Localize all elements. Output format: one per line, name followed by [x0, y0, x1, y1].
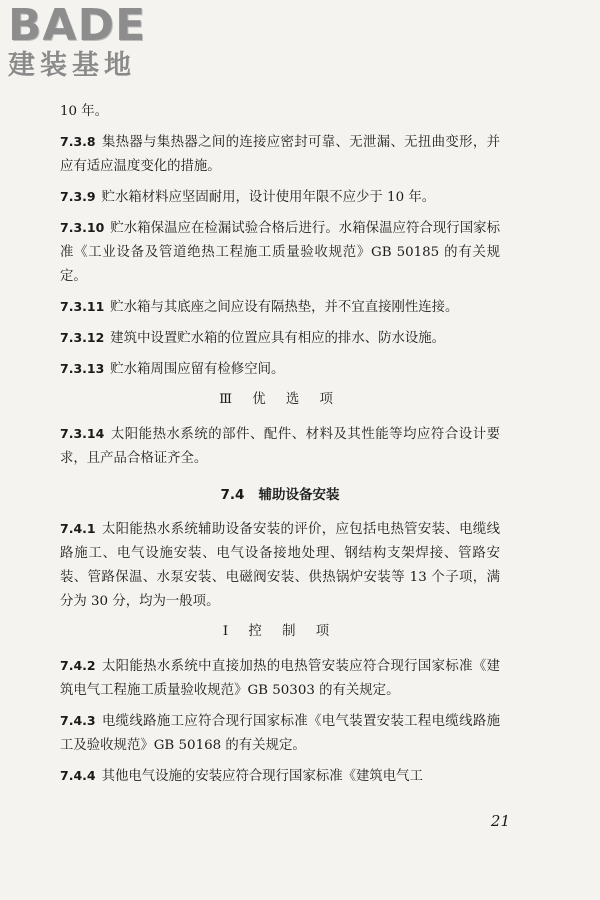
clause-number: 7.3.11: [60, 299, 105, 314]
document-body: [60, 100, 500, 795]
clause-text: 太阳能热水系统的部件、配件、材料及其性能等均应符合设计要求，且产品合格证齐全。: [60, 427, 500, 466]
clause-text: 太阳能热水系统辅助设备安装的评价，应包括电热管安装、电缆线路施工、电气设施安装、电气设备接地处理、钢结构支架焊接、管路安装、管路保温、水泵安装、电磁阀安装、供热锅炉安装等 13 个子项，满分为 30 分，均为一般项。: [60, 522, 500, 609]
clause-7-4-4: [60, 764, 500, 789]
subheading-optional-items: Ⅲ 优 选 项: [219, 392, 341, 407]
clause-7-4-3: [60, 709, 500, 758]
clause-7-3-12: [60, 326, 500, 351]
section-number: 7.4: [220, 487, 245, 503]
page-number: 21: [490, 812, 510, 830]
clause-7-4-2: [60, 654, 500, 703]
clause-number: 7.3.8: [60, 134, 96, 149]
subheading-control-items: Ⅰ 控 制 项: [222, 624, 338, 639]
logo-wordmark: BADE: [8, 0, 147, 51]
clause-text: 集热器与集热器之间的连接应密封可靠、无泄漏、无扭曲变形，并应有适应温度变化的措施。: [60, 135, 500, 174]
clause-number: 7.3.14: [60, 426, 105, 441]
clause-text: 其他电气设施的安装应符合现行国家标准《建筑电气工: [101, 769, 423, 784]
section-title: 辅助设备安装: [258, 487, 340, 503]
section-heading-7-4: [60, 483, 500, 507]
clause-7-3-14: [60, 422, 500, 471]
clause-7-3-9: [60, 185, 500, 210]
clause-number: 7.4.2: [60, 658, 96, 673]
clause-7-3-11: [60, 295, 500, 320]
clause-text: 贮水箱材料应坚固耐用，设计使用年限不应少于 10 年。: [101, 190, 436, 205]
clause-text: 贮水箱周围应留有检修空间。: [110, 362, 285, 377]
clause-number: 7.3.12: [60, 330, 105, 345]
clause-text: 电缆线路施工应符合现行国家标准《电气装置安装工程电缆线路施工及验收规范》GB 50168 的有关规定。: [60, 714, 500, 753]
clause-number: 7.4.3: [60, 713, 96, 728]
clause-7-3-8: [60, 130, 500, 179]
clause-text: 贮水箱与其底座之间应设有隔热垫，并不宜直接刚性连接。: [110, 300, 459, 315]
clause-7-4-1: [60, 517, 500, 614]
clause-number: 7.4.4: [60, 768, 96, 783]
clause-text: 贮水箱保温应在检漏试验合格后进行。水箱保温应符合现行国家标准《工业设备及管道绝热工程施工质量验收规范》GB 50185 的有关规定。: [60, 221, 500, 284]
logo-subtitle: 建装基地: [8, 50, 136, 81]
clause-7-3-10: [60, 216, 500, 289]
continued-text: 10 年。: [60, 104, 109, 119]
clause-7-3-13: [60, 357, 500, 382]
clause-number: 7.3.9: [60, 189, 96, 204]
clause-text: 建筑中设置贮水箱的位置应具有相应的排水、防水设施。: [110, 331, 446, 346]
clause-number: 7.4.1: [60, 521, 96, 536]
clause-number: 7.3.10: [60, 220, 105, 235]
bade-logo: [8, 0, 178, 82]
clause-number: 7.3.13: [60, 361, 105, 376]
clause-text: 太阳能热水系统中直接加热的电热管安装应符合现行国家标准《建筑电气工程施工质量验收规范》GB 50303 的有关规定。: [60, 659, 500, 698]
